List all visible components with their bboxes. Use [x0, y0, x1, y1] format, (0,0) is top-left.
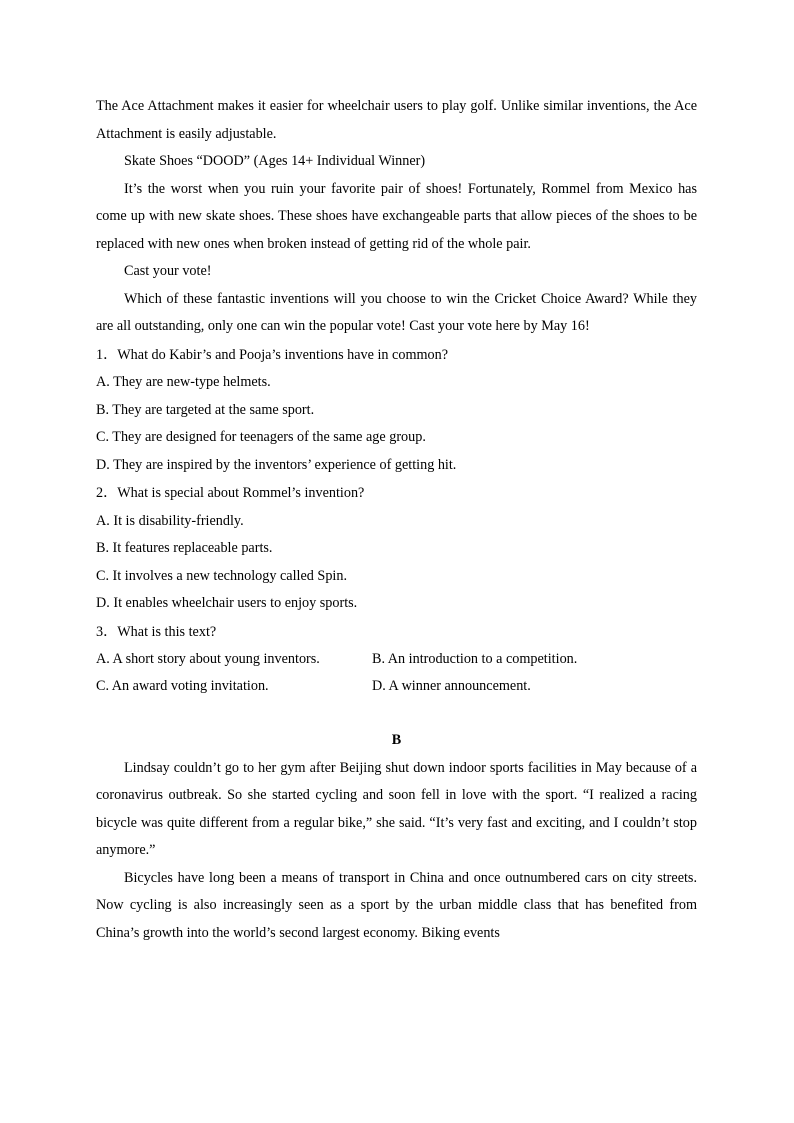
passage-b-paragraph-2: Bicycles have long been a means of transport in China and once outnumbered cars on city streets. Now cycling is also increasingly seen as a sport by the urban middle class that has benefited from China’s growth into the world’s second largest economy. Biking events	[96, 869, 697, 941]
option-a: A. It is disability-friendly.	[96, 512, 244, 529]
passage-a-heading-vote: Cast your vote!	[124, 263, 212, 279]
question-stem: 3．What is this text?	[96, 623, 217, 640]
option-c: C. An award voting invitation.	[96, 678, 269, 694]
question-1	[96, 342, 697, 480]
option-b: B. It features replaceable parts.	[96, 540, 273, 556]
question-stem: 2．What is special about Rommel’s invention?	[96, 485, 365, 501]
section-title-b: B	[391, 732, 402, 748]
option-a: A. A short story about young inventors.	[96, 651, 320, 667]
option-d: D. They are inspired by the inventors’ experience of getting hit.	[96, 456, 457, 473]
question-stem: 1．What do Kabir’s and Pooja’s inventions have in common?	[96, 346, 448, 363]
option-a: A. They are new-type helmets.	[96, 374, 271, 390]
passage-a-paragraph-skate: It’s the worst when you ruin your favorite pair of shoes! Fortunately, Rommel from Mexico has come up with new skate shoes. These shoes have exchangeable parts that allow pieces of the shoes to be replaced with new ones when broken instead of getting rid of the whole pair.	[96, 180, 697, 252]
option-row-ab	[96, 646, 697, 673]
passage-a-paragraph-vote: Which of these fantastic inventions will you choose to win the Cricket Choice Award? While they are all outstanding, only one can win the popular vote! Cast your vote here by May 16!	[96, 290, 697, 334]
question-2	[96, 480, 697, 618]
passage-b-paragraph-1: Lindsay couldn’t go to her gym after Beijing shut down indoor sports facilities in May because of a coronavirus outbreak. So she started cycling and soon fell in love with the sport. “I realized a racing bicycle was quite different from a regular bike,” she said. “It’s very fast and exciting, and I couldn’t stop anymore.”	[96, 759, 697, 858]
passage-a-paragraph-ace: The Ace Attachment makes it easier for wheelchair users to play golf. Unlike similar inventions, the Ace Attachment is easily adjustable.	[96, 98, 697, 142]
option-c: C. It involves a new technology called Spin.	[96, 567, 347, 584]
option-c: C. They are designed for teenagers of the same age group.	[96, 429, 426, 445]
question-3	[96, 619, 697, 701]
option-row-cd	[96, 673, 697, 700]
option-b: B. An introduction to a competition.	[372, 651, 578, 667]
passage-a-heading-skate-shoes: Skate Shoes “DOOD” (Ages 14+ Individual Winner)	[124, 153, 426, 169]
option-d: D. It enables wheelchair users to enjoy sports.	[96, 595, 358, 611]
option-b: B. They are targeted at the same sport.	[96, 401, 315, 418]
document-page	[96, 93, 697, 947]
option-d: D. A winner announcement.	[372, 678, 531, 694]
